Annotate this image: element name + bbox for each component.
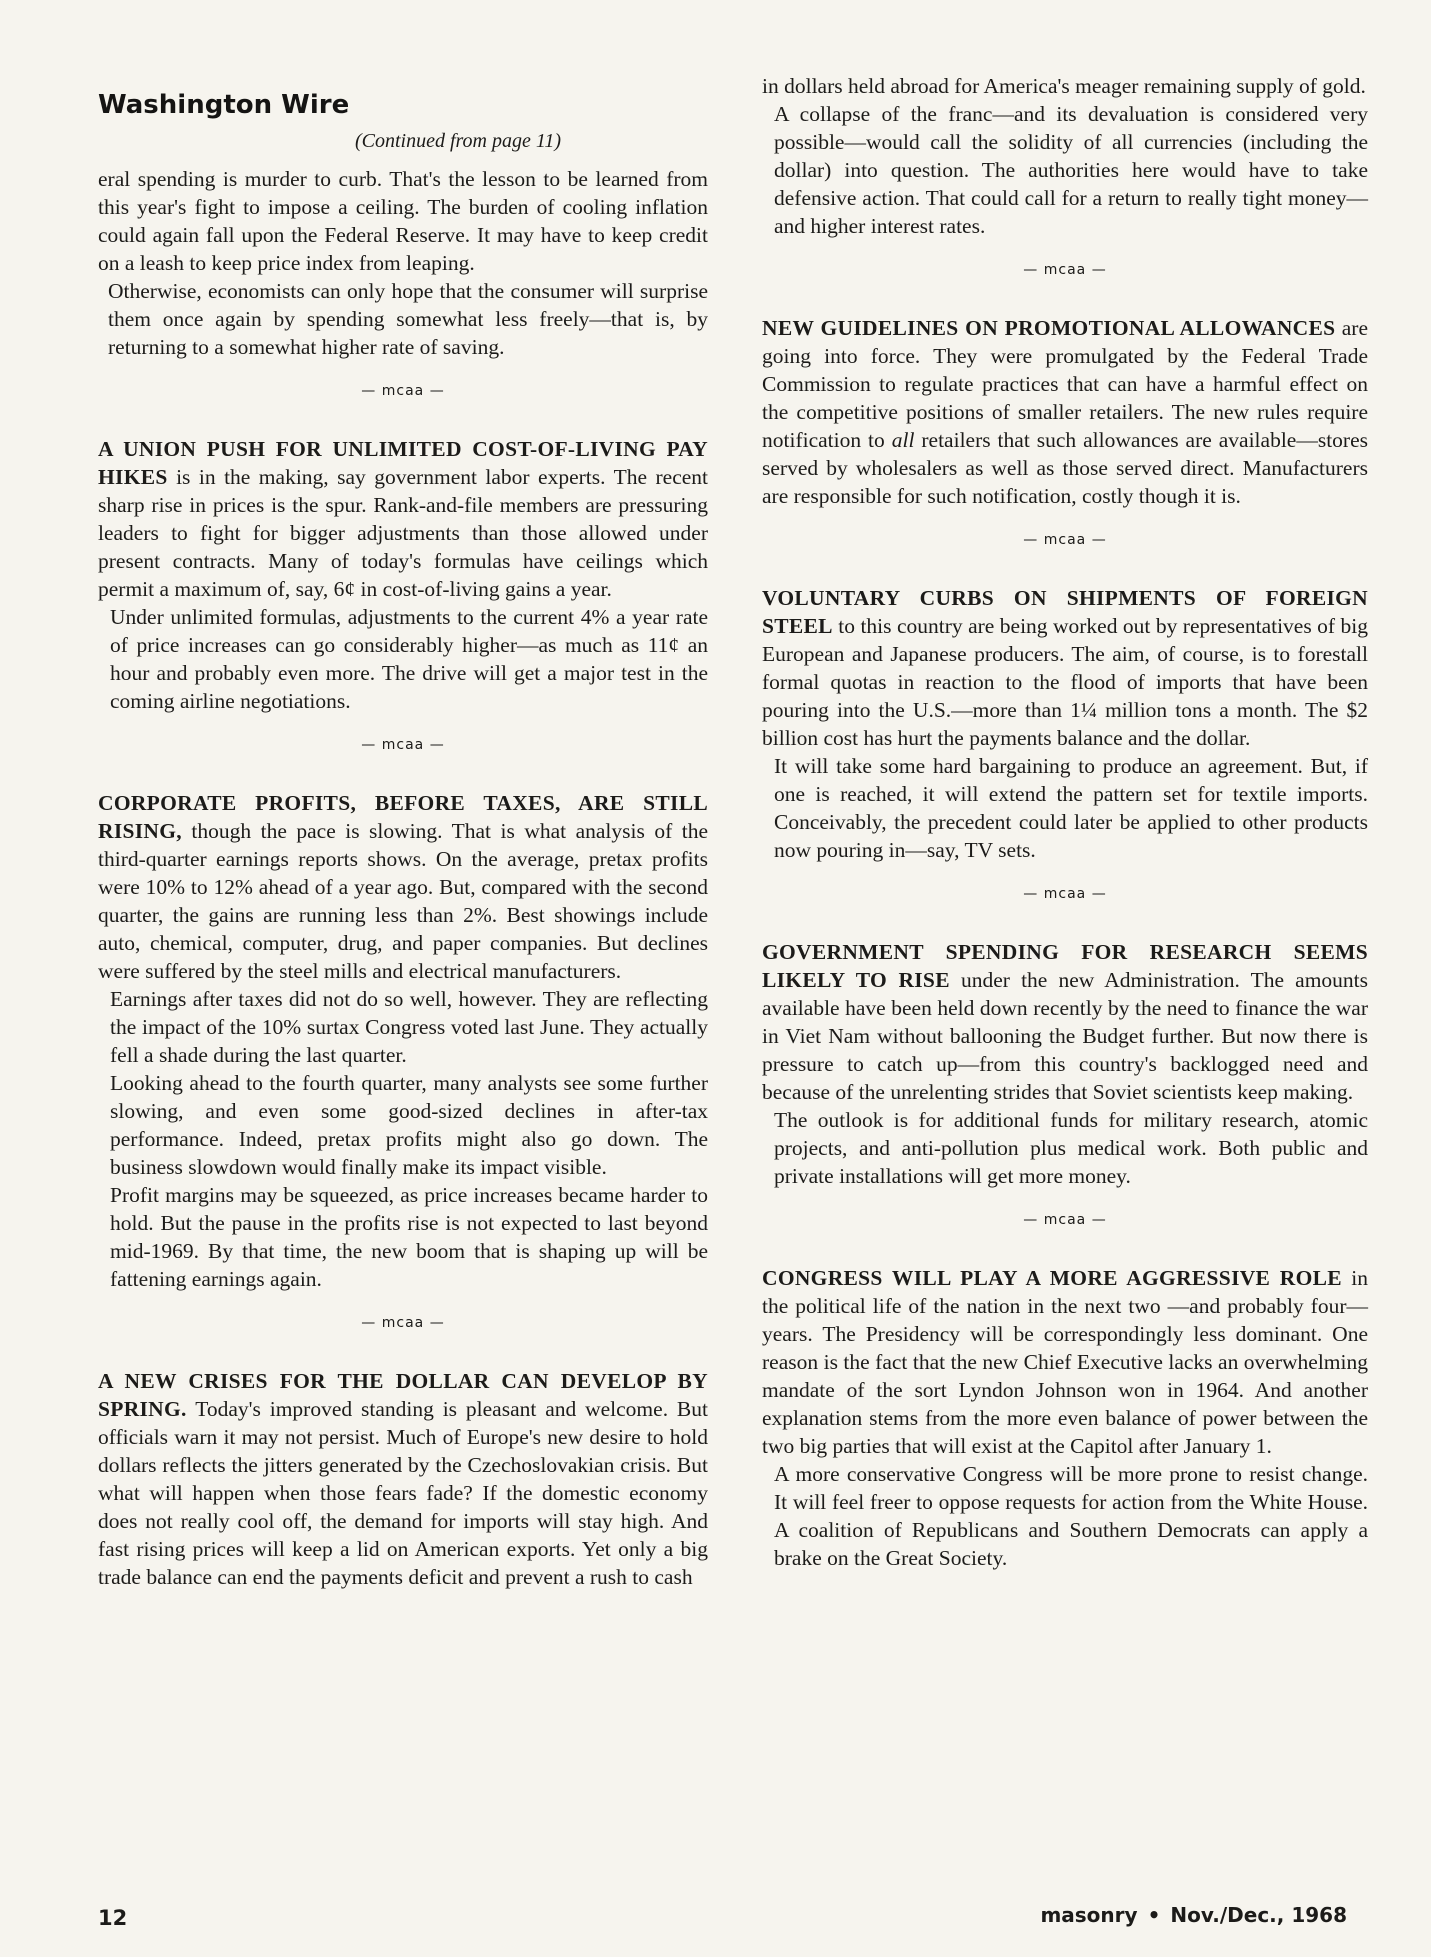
- separator: — mcaa —: [361, 737, 445, 753]
- story-headline: A NEW CRISES FOR THE DOLLAR CAN DEVELOP BY SPRING.: [98, 1369, 708, 1421]
- story-paragraph: Profit margins may be squeezed, as price increases became harder to hold. But the pause in the profits rise is not expected to last beyond mid-1969. By that time, the new boom that is shaping up will be fattening earnings again.: [110, 1183, 708, 1291]
- page-number: 12: [98, 1906, 128, 1930]
- story-paragraph: [98, 1367, 708, 1591]
- separator: — mcaa —: [1023, 1212, 1107, 1228]
- story-paragraph: [762, 1264, 1368, 1460]
- story-congress: [762, 1264, 1368, 1572]
- separator: — mcaa —: [1023, 886, 1107, 902]
- story-text: though the pace is slowing. That is what analysis of the third-quarter earnings reports shows. On the average, pretax profits were 10% to 12% ahead of a year ago. But, compared with the second quarter, the gains are running less than 2%. Best showings include auto, chemical, computer, drug, and paper companies. But declines were suffered by the steel mills and electrical manufacturers.: [98, 819, 708, 983]
- separator: — mcaa —: [1023, 262, 1107, 278]
- separator: — mcaa —: [361, 1315, 445, 1331]
- dollar-continued: in dollars held abroad for America's meager remaining supply of gold.: [762, 74, 1366, 98]
- intro-paragraph: eral spending is murder to curb. That's the lesson to be learned from this year's fight to impose a ceiling. The burden of cooling inflation could again fall upon the Federal Reserve. It may have to keep credit on a leash to keep price index from leaping.: [98, 167, 708, 275]
- continued-note: (Continued from page 11): [354, 130, 562, 152]
- story-paragraph: [98, 789, 708, 985]
- story-paragraph: Under unlimited formulas, adjustments to the current 4% a year rate of price increases can go considerably higher—as much as 11¢ an hour and probably even more. The drive will get a major test in the coming airline negotiations.: [110, 605, 708, 713]
- publication-name: masonry: [1040, 1903, 1138, 1927]
- story-paragraph: Looking ahead to the fourth quarter, many analysts see some further slowing, and even some good-sized declines in after-tax performance. Indeed, pretax profits might also go down. The business slowdown would finally make its impact visible.: [110, 1071, 708, 1179]
- story-headline: CONGRESS WILL PLAY A MORE AGGRESSIVE ROLE: [762, 1266, 1342, 1290]
- intro-paragraph: Otherwise, economists can only hope that the consumer will surprise them once again by spending somewhat less freely—that is, by returning to a somewhat higher rate of saving.: [108, 279, 708, 359]
- story-headline: CORPORATE PROFITS, BEFORE TAXES, ARE STILL RISING,: [98, 791, 708, 843]
- story-dollar: [98, 1367, 708, 1591]
- story-text: to this country are being worked out by representatives of big European and Japanese producers. The aim, of course, is to forestall formal quotas in reaction to the flood of imports that have been pouring into the U.S.—more than 1¼ million tons a month. The $2 billion cost has hurt the payments balance and the dollar.: [762, 614, 1368, 750]
- story-text: in the political life of the nation in the next two —and probably four—years. The Presidency will be correspondingly less dominant. One reason is the fact that the new Chief Executive lacks an overwhelming mandate of the sort Lyndon Johnson won in 1964. And another explanation stems from the more even balance of power between the two big parties that will exist at the Capitol after January 1.: [762, 1266, 1368, 1458]
- story-paragraph: [762, 938, 1368, 1106]
- story-headline: A UNION PUSH FOR UNLIMITED COST-OF-LIVING PAY HIKES: [98, 437, 708, 489]
- separator: — mcaa —: [361, 383, 445, 399]
- story-research: [762, 938, 1368, 1190]
- footer-publication-line: [1040, 1903, 1347, 1927]
- story-union: [98, 435, 708, 715]
- section-title: Washington Wire: [98, 90, 350, 120]
- story-text: under the new Administration. The amounts available have been held down recently by the need to finance the war in Viet Nam without ballooning the Budget further. But now there is pressure to catch up—from this country's backlogged need and because of the unrelenting strides that Soviet scientists keep making.: [762, 968, 1369, 1104]
- issue-date: Nov./Dec., 1968: [1170, 1903, 1347, 1927]
- story-guidelines: [762, 314, 1368, 510]
- story-paragraph: It will take some hard bargaining to produce an agreement. But, if one is reached, it will extend the pattern set for textile imports. Conceivably, the precedent could later be applied to other products now pouring in—say, TV sets.: [774, 754, 1368, 862]
- separator: — mcaa —: [1023, 532, 1107, 548]
- story-text: is in the making, say government labor experts. The recent sharp rise in prices is the spur. Rank-and-file members are pressuring leaders to fight for bigger adjustments than those allowed under present contracts. Many of today's formulas have ceilings which permit a maximum of, say, 6¢ in cost-of-living gains a year.: [98, 465, 708, 601]
- story-headline: VOLUNTARY CURBS ON SHIPMENTS OF FOREIGN STEEL: [762, 586, 1368, 638]
- story-paragraph: The outlook is for additional funds for military research, atomic projects, and anti-pollution plus medical work. Both public and private installations will get more money.: [774, 1108, 1368, 1188]
- story-paragraph: A collapse of the franc—and its devaluation is considered very possible—would call the solidity of all currencies (including the dollar) into question. The authorities here would have to take defensive action. That could call for a return to really tight money—and higher interest rates.: [774, 102, 1368, 238]
- story-paragraph: [98, 435, 708, 603]
- story-paragraph: A more conservative Congress will be more prone to resist change. It will feel freer to oppose requests for action from the White House. A coalition of Republicans and Southern Democrats can apply a brake on the Great Society.: [774, 1462, 1368, 1570]
- story-emphasis: all: [891, 428, 915, 452]
- right-column: [762, 72, 1368, 1572]
- story-profits: [98, 789, 708, 1293]
- story-paragraph: [762, 584, 1368, 752]
- story-paragraph: [762, 314, 1368, 510]
- left-column: [98, 72, 708, 1591]
- story-paragraph: Earnings after taxes did not do so well, however. They are reflecting the impact of the 10% surtax Congress voted last June. They actually fell a shade during the last quarter.: [110, 987, 708, 1067]
- bullet-icon: •: [1147, 1903, 1161, 1927]
- story-headline: NEW GUIDELINES ON PROMOTIONAL ALLOWANCES: [762, 316, 1336, 340]
- story-headline: GOVERNMENT SPENDING FOR RESEARCH SEEMS LIKELY TO RISE: [762, 940, 1368, 992]
- story-text: Today's improved standing is pleasant and welcome. But officials warn it may not persist. Much of Europe's new desire to hold dollars reflects the jitters generated by the Czechoslovakian crisis. But what will happen when those fears fade? If the domestic economy does not really cool off, the demand for imports will stay high. And fast rising prices will keep a lid on American exports. Yet only a big trade balance can end the payments deficit and prevent a rush to cash: [98, 1397, 708, 1589]
- story-text: are going into force. They were promulgated by the Federal Trade Commission to regulate practices that can have a harmful effect on the competitive positions of smaller retailers. The new rules require notification to: [762, 316, 1368, 452]
- story-steel: [762, 584, 1368, 864]
- story-text: retailers that such allowances are available—stores served by wholesalers as well as those served direct. Manufacturers are responsible for such notification, costly though it is.: [762, 428, 1368, 508]
